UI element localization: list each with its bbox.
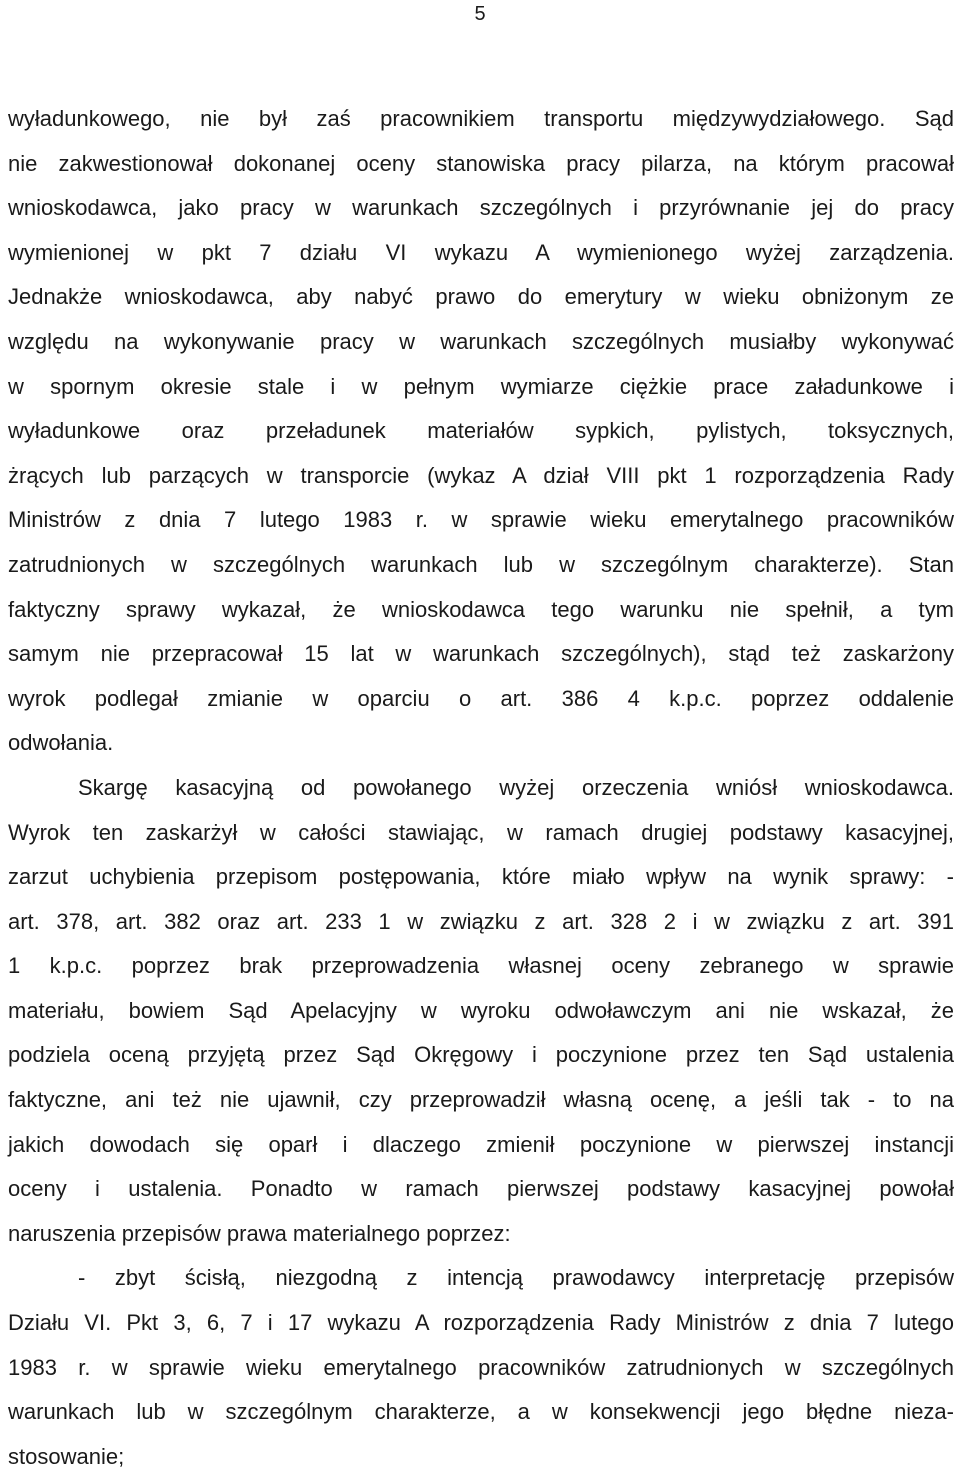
- text-line: jakich dowodach się oparł i dlaczego zmienił poczynione w pierwszej instancji: [8, 1131, 954, 1157]
- text-line: warunkach lub w szczególnym charakterze, a w konsekwencji jego błędne nieza-: [8, 1399, 954, 1425]
- text-line: 1983 r. w sprawie wieku emerytalnego pracowników zatrudnionych w szczególnych: [8, 1354, 954, 1380]
- text-line: w spornym okresie stale i w pełnym wymiarze ciężkie prace załadunkowe i: [8, 373, 954, 399]
- text-line: Skargę kasacyjną od powołanego wyżej orzeczenia wniósł wnioskodawca.: [78, 774, 954, 800]
- text-line: wyładunkowego, nie był zaś pracownikiem transportu międzywydziałowego. Sąd: [8, 106, 954, 131]
- text-line: odwołania.: [8, 730, 114, 756]
- text-line: wnioskodawca, jako pracy w warunkach szczególnych i przyrównanie jej do pracy: [8, 195, 954, 221]
- page-number: 5: [474, 3, 486, 25]
- text-line: żrących lub parzących w transporcie (wykaz A dział VIII pkt 1 rozporządzenia Rady: [8, 462, 954, 488]
- text-line: wyrok podlegał zmianie w oparciu o art. 386 4 k.p.c. poprzez oddalenie: [8, 685, 954, 711]
- text-line: nie zakwestionował dokonanej oceny stanowiska pracy pilarza, na którym pracował: [8, 150, 954, 176]
- paragraph: [8, 1256, 954, 1479]
- text-line: zatrudnionych w szczególnych warunkach lub w szczególnym charakterze). Stan: [8, 551, 954, 577]
- text-line: Wyrok ten zaskarżył w całości stawiając, w ramach drugiej podstawy kasacyjnej,: [8, 819, 954, 845]
- text-line: naruszenia przepisów prawa materialnego poprzez:: [8, 1220, 511, 1246]
- document-body: [8, 97, 954, 1479]
- text-line: podziela oceną przyjętą przez Sąd Okręgowy i poczynione przez ten Sąd ustalenia: [8, 1042, 954, 1068]
- text-line: samym nie przepracował 15 lat w warunkach szczególnych), stąd też zaskarżony: [8, 641, 954, 667]
- text-line: materiału, bowiem Sąd Apelacyjny w wyroku odwoławczym ani nie wskazał, że: [8, 997, 954, 1023]
- paragraph: [8, 766, 954, 1257]
- text-line: faktyczny sprawy wykazał, że wnioskodawca tego warunku nie spełnił, a tym: [8, 596, 954, 622]
- text-line: Ministrów z dnia 7 lutego 1983 r. w sprawie wieku emerytalnego pracowników: [8, 507, 954, 533]
- text-line: zarzut uchybienia przepisom postępowania, które miało wpływ na wynik sprawy: -: [8, 864, 954, 890]
- text-line: względu na wykonywanie pracy w warunkach szczególnych musiałby wykonywać: [8, 328, 954, 354]
- text-line: oceny i ustalenia. Ponadto w ramach pierwszej podstawy kasacyjnej powołał: [8, 1176, 954, 1202]
- text-line: Działu VI. Pkt 3, 6, 7 i 17 wykazu A rozporządzenia Rady Ministrów z dnia 7 lutego: [8, 1310, 954, 1336]
- text-line: art. 378, art. 382 oraz art. 233 1 w związku z art. 328 2 i w związku z art. 391: [8, 908, 954, 934]
- text-line: Jednakże wnioskodawca, aby nabyć prawo do emerytury w wieku obniżonym ze: [8, 284, 954, 310]
- text-line: wyładunkowe oraz przeładunek materiałów sypkich, pylistych, toksycznych,: [8, 418, 954, 444]
- paragraph: [8, 97, 954, 766]
- text-line: wymienionej w pkt 7 działu VI wykazu A wymienionego wyżej zarządzenia.: [8, 239, 954, 265]
- text-line: 1 k.p.c. poprzez brak przeprowadzenia własnej oceny zebranego w sprawie: [8, 953, 954, 979]
- text-line: faktyczne, ani też nie ujawnił, czy przeprowadził własną ocenę, a jeśli tak - to na: [8, 1087, 954, 1113]
- text-line: stosowanie;: [8, 1443, 125, 1469]
- text-line: - zbyt ścisłą, niezgodną z intencją prawodawcy interpretację przepisów: [78, 1265, 954, 1291]
